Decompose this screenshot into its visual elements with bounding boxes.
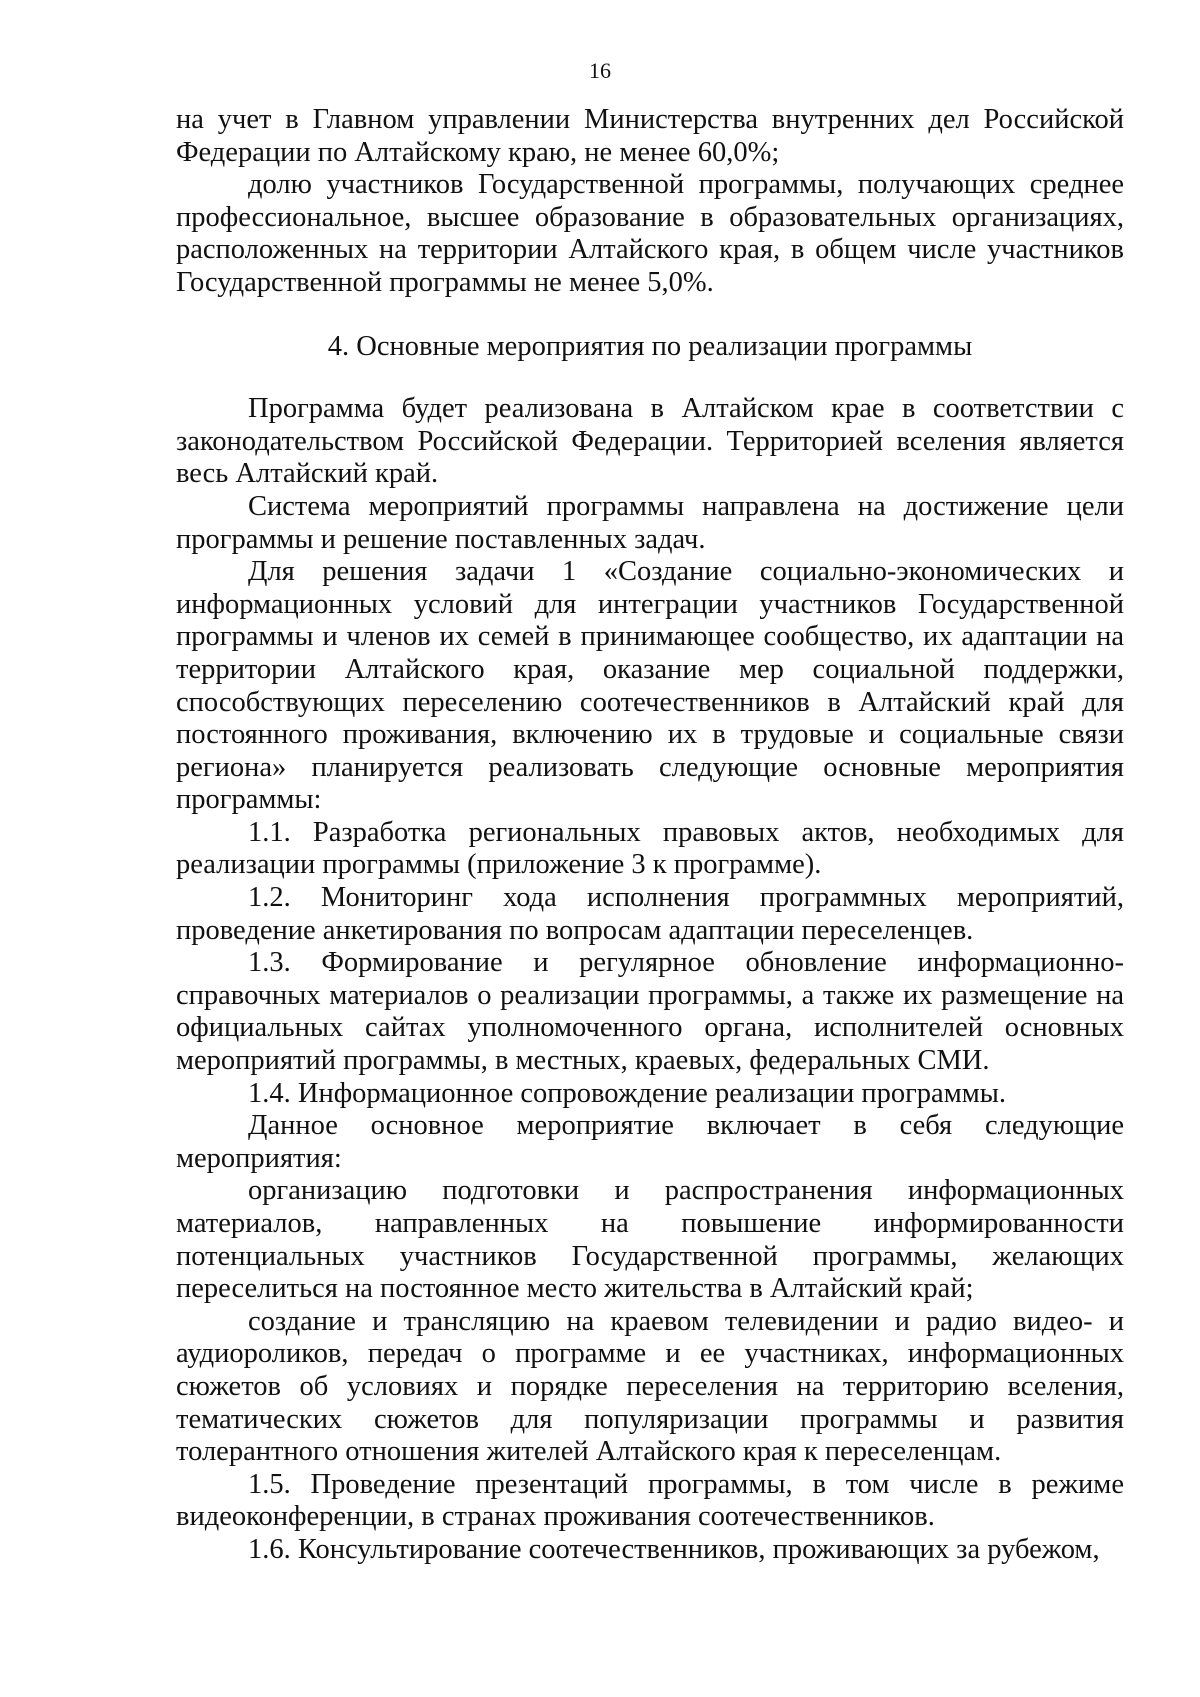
paragraph: Программа будет реализована в Алтайском крае в соответствии с законодательством Российской Федерации. Территорией вселения является весь Алтайский край.	[176, 393, 1124, 490]
paragraph: долю участников Государственной программы, получающих среднее профессиональное, высшее образование в образовательных организациях, расположенных на территории Алтайского края, в общем числе участников Государственной программы не менее 5,0%.	[176, 169, 1124, 298]
paragraph: Данное основное мероприятие включает в себя следующие мероприятия:	[176, 1110, 1124, 1174]
section-heading: 4. Основные мероприятия по реализации программы	[327, 330, 973, 362]
paragraph-task-1: Для решения задачи 1 «Создание социально-экономических и информационных условий для интеграции участников Государственной программы и членов их семей в принимающее сообщество, их адаптации на территории Алтайского края, оказание мер социальной поддержки, способствующих переселению соотечественников в Алтайский край для постоянного проживания, включению их в трудовые и социальные связи региона» планируется реализовать следующие основные мероприятия программы:	[176, 556, 1124, 816]
list-item-1-3: 1.3. Формирование и регулярное обновление информационно-справочных материалов о реализации программы, а также их размещение на официальных сайтах уполномоченного органа, исполнителей основных мероприятий программы, в местных, краевых, федеральных СМИ.	[176, 947, 1124, 1077]
list-item-1-4: 1.4. Информационное сопровождение реализации программы.	[248, 1077, 1007, 1109]
paragraph: Система мероприятий программы направлена на достижение цели программы и решение поставленных задач.	[176, 490, 1124, 555]
sub-item: организацию подготовки и распространения информационных материалов, направленных на повышение информированности потенциальных участников Государственной программы, желающих переселиться на постоянное место жительства в Алтайский край;	[176, 1175, 1124, 1305]
list-item-1-2: 1.2. Мониторинг хода исполнения программных мероприятий, проведение анкетирования по вопросам адаптации переселенцев.	[176, 882, 1124, 946]
list-item-1-1: 1.1. Разработка региональных правовых актов, необходимых для реализации программы (приложение 3 к программе).	[176, 816, 1124, 881]
document-body	[176, 104, 1124, 1567]
sub-item: создание и трансляцию на краевом телевидении и радио видео- и аудиороликов, передач о программе и ее участниках, информационных сюжетов об условиях и порядке переселения на территорию вселения, тематических сюжетов для популяризации программы и развития толерантного отношения жителей Алтайского края к переселенцам.	[176, 1305, 1124, 1468]
page-number: 16	[589, 58, 611, 83]
list-item-1-5: 1.5. Проведение презентаций программы, в том числе в режиме видеоконференции, в странах проживания соотечественников.	[176, 1468, 1124, 1533]
paragraph-continuation: на учет в Главном управлении Министерства внутренних дел Российской Федерации по Алтайскому краю, не менее 60,0%;	[176, 104, 1124, 168]
list-item-1-6: 1.6. Консультирование соотечественников, проживающих за рубежом,	[248, 1533, 1100, 1565]
